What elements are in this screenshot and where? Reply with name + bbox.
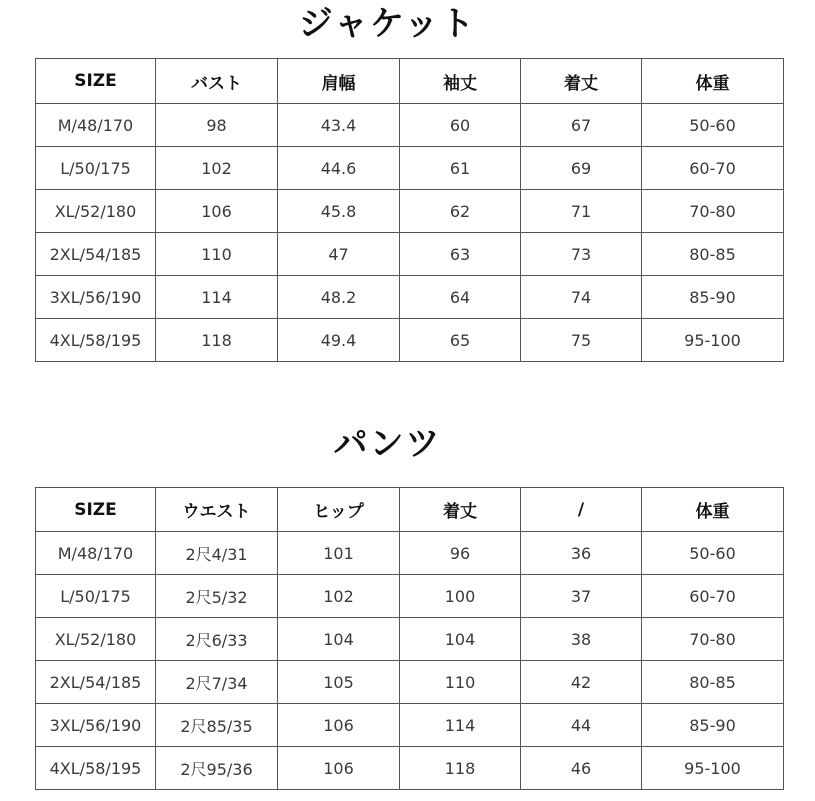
header-sleeve: 袖丈	[400, 59, 521, 104]
cell-weight: 70-80	[642, 618, 784, 661]
cell-hip: 105	[278, 661, 400, 704]
cell-waist: 2尺6/33	[156, 618, 278, 661]
table-row	[36, 575, 784, 618]
cell-hip: 101	[278, 532, 400, 575]
table-header-row	[36, 488, 784, 532]
cell-sleeve: 65	[400, 319, 521, 362]
cell-size: L/50/175	[36, 147, 156, 190]
cell-weight: 85-90	[642, 276, 784, 319]
cell-weight: 80-85	[642, 233, 784, 276]
cell-size: M/48/170	[36, 532, 156, 575]
cell-length: 96	[400, 532, 521, 575]
jacket-title: ジャケット	[298, 4, 477, 44]
cell-length: 100	[400, 575, 521, 618]
cell-shoulder: 48.2	[278, 276, 400, 319]
table-row	[36, 747, 784, 790]
header-slash: /	[521, 488, 642, 532]
table-row	[36, 704, 784, 747]
cell-length: 69	[521, 147, 642, 190]
cell-weight: 95-100	[642, 319, 784, 362]
cell-size: XL/52/180	[36, 190, 156, 233]
cell-length: 67	[521, 104, 642, 147]
pants-title: パンツ	[333, 424, 442, 464]
cell-length: 73	[521, 233, 642, 276]
cell-size: XL/52/180	[36, 618, 156, 661]
header-size: SIZE	[36, 488, 156, 532]
cell-waist: 2尺5/32	[156, 575, 278, 618]
header-shoulder: 肩幅	[278, 59, 400, 104]
cell-hip: 106	[278, 747, 400, 790]
table-row	[36, 147, 784, 190]
cell-size: L/50/175	[36, 575, 156, 618]
cell-shoulder: 44.6	[278, 147, 400, 190]
header-length: 着丈	[521, 59, 642, 104]
cell-waist: 2尺7/34	[156, 661, 278, 704]
cell-weight: 50-60	[642, 104, 784, 147]
cell-length: 110	[400, 661, 521, 704]
cell-length: 74	[521, 276, 642, 319]
cell-size: 3XL/56/190	[36, 704, 156, 747]
cell-size: M/48/170	[36, 104, 156, 147]
cell-hip: 106	[278, 704, 400, 747]
table-row	[36, 618, 784, 661]
table-row	[36, 319, 784, 362]
cell-sleeve: 60	[400, 104, 521, 147]
cell-length: 104	[400, 618, 521, 661]
table-row	[36, 233, 784, 276]
cell-weight: 50-60	[642, 532, 784, 575]
cell-sleeve: 64	[400, 276, 521, 319]
cell-bust: 102	[156, 147, 278, 190]
cell-length: 75	[521, 319, 642, 362]
cell-size: 2XL/54/185	[36, 661, 156, 704]
cell-size: 3XL/56/190	[36, 276, 156, 319]
table-row	[36, 532, 784, 575]
cell-size: 2XL/54/185	[36, 233, 156, 276]
header-bust: バスト	[156, 59, 278, 104]
cell-weight: 85-90	[642, 704, 784, 747]
cell-bust: 106	[156, 190, 278, 233]
cell-bust: 110	[156, 233, 278, 276]
table-row	[36, 104, 784, 147]
cell-size: 4XL/58/195	[36, 747, 156, 790]
cell-shoulder: 45.8	[278, 190, 400, 233]
cell-hip: 102	[278, 575, 400, 618]
cell-bust: 118	[156, 319, 278, 362]
cell-sleeve: 63	[400, 233, 521, 276]
cell-bust: 114	[156, 276, 278, 319]
cell-size: 4XL/58/195	[36, 319, 156, 362]
cell-weight: 80-85	[642, 661, 784, 704]
cell-length: 71	[521, 190, 642, 233]
cell-slash: 37	[521, 575, 642, 618]
cell-bust: 98	[156, 104, 278, 147]
header-hip: ヒップ	[278, 488, 400, 532]
header-size: SIZE	[36, 59, 156, 104]
pants-size-table	[35, 487, 784, 790]
cell-waist: 2尺95/36	[156, 747, 278, 790]
header-length: 着丈	[400, 488, 521, 532]
cell-slash: 46	[521, 747, 642, 790]
cell-shoulder: 47	[278, 233, 400, 276]
jacket-size-table	[35, 58, 784, 362]
table-header-row	[36, 59, 784, 104]
cell-slash: 36	[521, 532, 642, 575]
table-row	[36, 661, 784, 704]
cell-slash: 42	[521, 661, 642, 704]
cell-weight: 70-80	[642, 190, 784, 233]
cell-waist: 2尺85/35	[156, 704, 278, 747]
table-row	[36, 276, 784, 319]
cell-waist: 2尺4/31	[156, 532, 278, 575]
header-weight: 体重	[642, 488, 784, 532]
cell-hip: 104	[278, 618, 400, 661]
cell-sleeve: 62	[400, 190, 521, 233]
cell-slash: 44	[521, 704, 642, 747]
cell-weight: 60-70	[642, 147, 784, 190]
cell-shoulder: 43.4	[278, 104, 400, 147]
cell-weight: 95-100	[642, 747, 784, 790]
table-row	[36, 190, 784, 233]
cell-slash: 38	[521, 618, 642, 661]
cell-shoulder: 49.4	[278, 319, 400, 362]
cell-length: 118	[400, 747, 521, 790]
header-weight: 体重	[642, 59, 784, 104]
cell-sleeve: 61	[400, 147, 521, 190]
header-waist: ウエスト	[156, 488, 278, 532]
cell-weight: 60-70	[642, 575, 784, 618]
cell-length: 114	[400, 704, 521, 747]
